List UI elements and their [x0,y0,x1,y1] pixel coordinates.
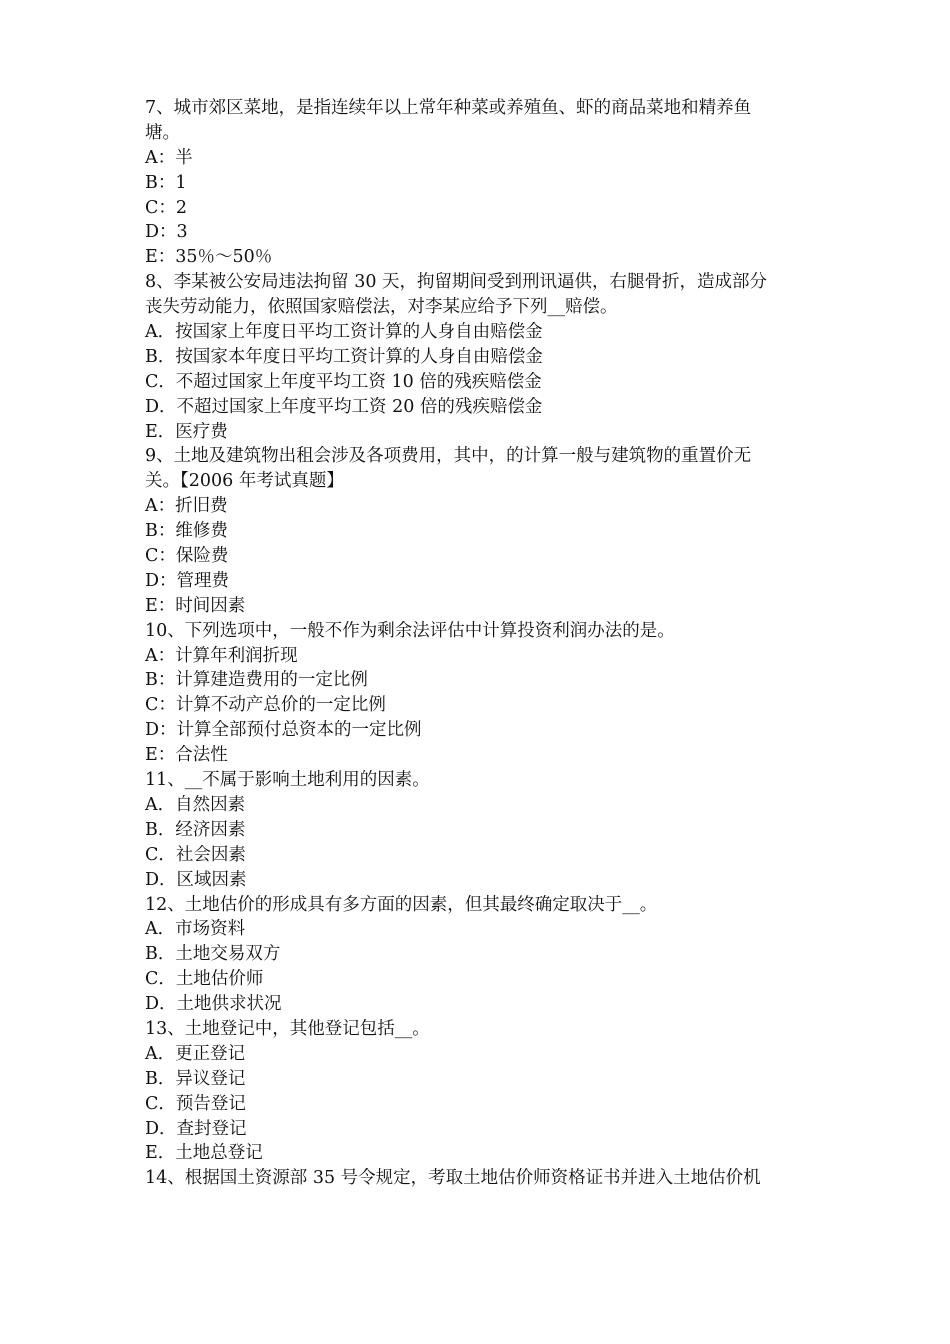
text-line: C．社会因素 [145,844,246,865]
text-line: E．土地总登记 [145,1143,263,1164]
text-line: B：计算建造费用的一定比例 [145,670,368,691]
text-line: C：计算不动产总价的一定比例 [145,695,386,716]
text-line: B：维修费 [145,521,228,542]
text-line: D．查封登记 [145,1118,247,1139]
text-line: B．经济因素 [145,819,246,840]
text-line: A．自然因素 [145,794,246,815]
text-line: E：35％～50％ [145,247,273,268]
text-line: B．土地交易双方 [145,944,281,965]
text-line: 丧失劳动能力，依照国家赔偿法，对李某应给予下列__赔偿。 [145,297,618,318]
text-line: C．不超过国家上年度平均工资 10 倍的残疾赔偿金 [145,371,542,392]
text-line: 12、土地估价的形成具有多方面的因素，但其最终确定取决于__。 [145,894,658,915]
text-line: C．土地估价师 [145,969,264,990]
text-line: A：半 [145,147,193,168]
text-line: A．市场资料 [145,919,246,940]
text-line: D：3 [145,222,188,243]
text-line: 14、根据国土资源部 35 号令规定，考取土地估价师资格证书并进入土地估价机 [145,1168,761,1189]
text-line: 11、__不属于影响土地利用的因素。 [145,770,430,791]
document-body [145,96,817,1191]
text-line: 8、李某被公安局违法拘留 30 天，拘留期间受到刑讯逼供，右腿骨折，造成部分 [145,272,768,293]
text-line: C：2 [145,197,188,218]
text-line: D．土地供求状况 [145,994,282,1015]
text-line: A．更正登记 [145,1043,246,1064]
text-line: A：计算年利润折现 [145,645,298,666]
text-line: B：1 [145,172,187,193]
text-line: 关。【2006 年考试真题】 [145,471,344,492]
text-line: 7、城市郊区菜地，是指连续年以上常年种菜或养殖鱼、虾的商品菜地和精养鱼 [145,98,752,118]
text-line: 塘。 [145,122,180,143]
text-line: D：管理费 [145,570,230,591]
text-line: B．按国家本年度日平均工资计算的人身自由赔偿金 [145,346,543,367]
text-line: E：时间因素 [145,595,246,616]
text-line: E：合法性 [145,745,228,766]
text-line: D．不超过国家上年度平均工资 20 倍的残疾赔偿金 [145,396,543,417]
text-line: B．异议登记 [145,1068,246,1089]
text-line: 10、下列选项中，一般不作为剩余法评估中计算投资利润办法的是。 [145,620,675,641]
text-line: A．按国家上年度日平均工资计算的人身自由赔偿金 [145,322,543,343]
text-line: E．医疗费 [145,421,228,442]
text-line: 13、土地登记中，其他登记包括__。 [145,1018,430,1039]
text-line: D．区域因素 [145,869,247,890]
text-line: C：保险费 [145,546,229,567]
text-line: D：计算全部预付总资本的一定比例 [145,720,422,741]
text-line: 9、土地及建筑物出租会涉及各项费用，其中，的计算一般与建筑物的重置价无 [145,446,752,467]
text-line: A：折旧费 [145,496,228,517]
text-line: C．预告登记 [145,1093,246,1114]
